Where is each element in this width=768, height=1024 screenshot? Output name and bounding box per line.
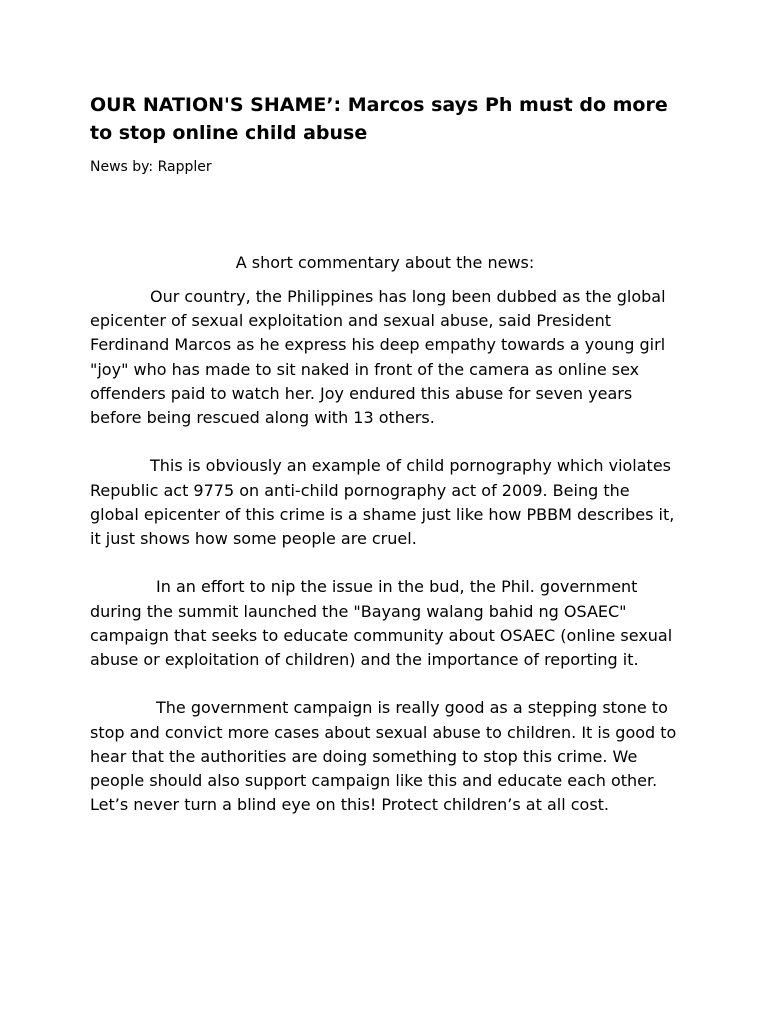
commentary-paragraph-3: In an effort to nip the issue in the bud, the Phil. government during the summit launched the "Bayang walang bahid ng OSAEC" campaign that seeks to educate community about OSAEC (online sexual abuse or exploitation of children) and the importance of reporting it. (90, 577, 673, 670)
commentary-paragraph-1: Our country, the Philippines has long been dubbed as the global epicenter of sexual exploitation and sexual abuse, said President Ferdinand Marcos as he express his deep empathy towards a young girl "joy" who has made to sit naked in front of the camera as online sex offenders paid to watch her. Joy endured this abuse for seven years before being rescued along with 13 others. (90, 287, 666, 428)
commentary-heading: A short commentary about the news: (235, 253, 535, 272)
commentary-paragraph-2: This is obviously an example of child pornography which violates Republic act 9775 on anti-child pornography act of 2009. Being the global epicenter of this crime is a shame just like how PBBM describes it, it just shows how some people are cruel. (90, 456, 675, 549)
news-source-byline: News by: Rappler (90, 159, 212, 175)
article-title: OUR NATION'S SHAME’: Marcos says Ph must do more to stop online child abuse (90, 94, 668, 144)
commentary-paragraph-4: The government campaign is really good as a stepping stone to stop and convict more cases about sexual abuse to children. It is good to hear that the authorities are doing something to stop this crime. We people should also support campaign like this and educate each other. Let’s never turn a blind eye on this! Protect children’s at all cost. (90, 698, 677, 815)
commentary-body (90, 285, 680, 842)
